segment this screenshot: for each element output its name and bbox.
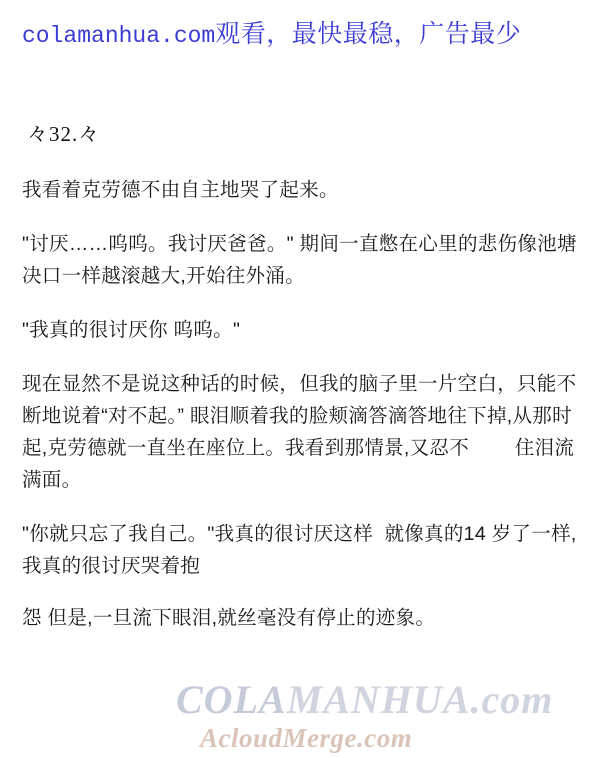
chapter-content [22,118,578,656]
paragraph-6: 怨 但是,一旦流下眼泪,就丝毫没有停止的迹象。 [22,607,436,629]
paragraph-1: 我看着克劳德不由自主地哭了起来。 [22,179,339,201]
paragraph-3: "我真的很讨厌你 呜呜。" [22,319,241,341]
site-banner [22,14,582,50]
watermark-primary [176,676,553,723]
site-tagline: 观看，最快最稳，广告最少 [215,21,522,48]
paragraph-5: "你就只忘了我自己。"我真的很讨厌这样 就像真的14 岁了一样,我真的很讨厌哭着抱 [22,523,577,577]
paragraph-4: 现在显然不是说这种话的时候，但我的脑子里一片空白，只能不断地说着“对不起。” 眼泪顺着我的脸颊滴答滴答地往下掉,从那时起,克劳德就一直坐在座位上。我看到那情景,又忍不 住泪流满面。 [22,373,577,491]
watermark-secondary: AcloudMerge.com [200,723,413,753]
watermark-primary-manhua: MANHUA.com [286,677,554,722]
site-domain: colamanhua.com [22,23,216,49]
paragraph-2: "讨厌……呜呜。我讨厌爸爸。" 期间一直憋在心里的悲伤像池塘决口一样越滚越大,开始往外涌。 [22,233,577,287]
chapter-number: 々32.々 [27,122,101,146]
watermark-primary-cola: COLA [176,677,287,722]
